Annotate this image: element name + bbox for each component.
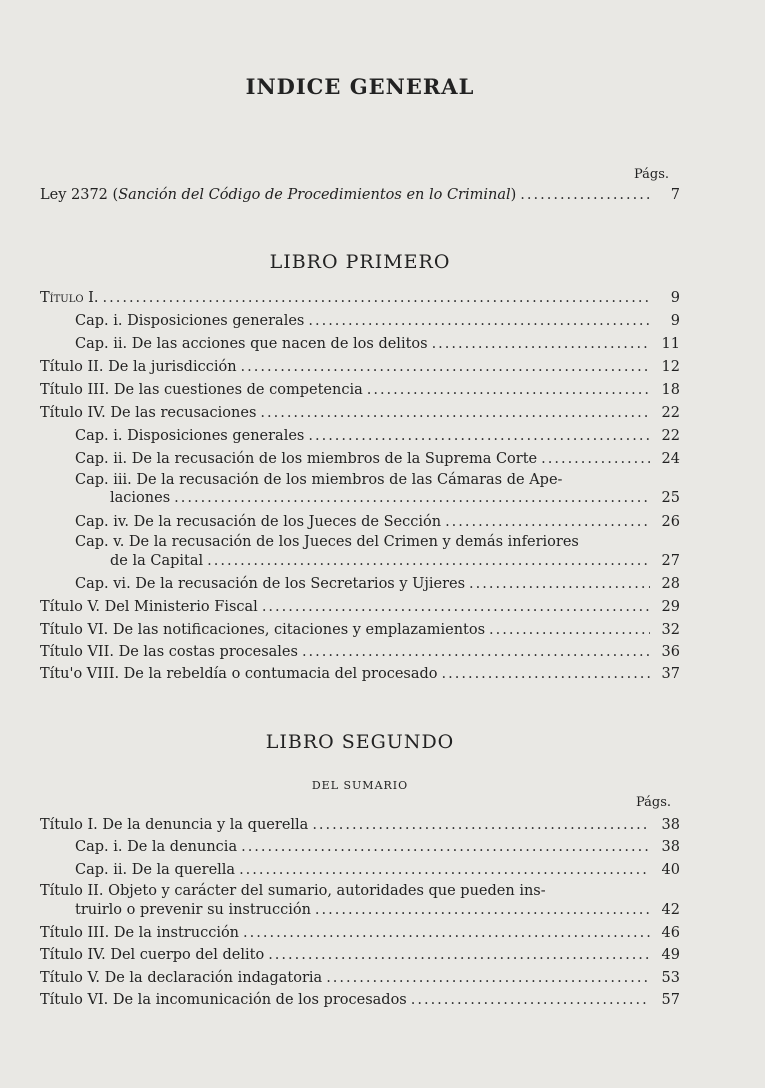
toc-entry: laciones ..... 25: [110, 489, 680, 507]
toc-entry: Título III. De la instrucción ..... 46: [40, 924, 680, 942]
toc-entry: Títu'o VIII. De la rebeldía o contumacia del procesado ..... 37: [40, 665, 680, 683]
toc-entry: Cap. iv. De la recusación de los Jueces de Sección ..... 26: [75, 513, 680, 531]
toc-entry: Título II. De la jurisdicción ..... 12: [40, 358, 680, 376]
toc-entry: Cap. i. Disposiciones generales ..... 9: [75, 312, 680, 330]
toc-entry: Título VII. De las costas procesales ..... 36: [40, 643, 680, 661]
entry-label: Ley 2372 (Sanción del Código de Procedimientos en lo Criminal): [40, 187, 517, 203]
toc-entry: Cap. i. De la denuncia ..... 38: [75, 838, 680, 856]
libro-segundo-heading: LIBRO SEGUNDO: [265, 731, 455, 753]
pages-column-header: Págs.: [636, 795, 672, 810]
toc-entry-continued: Cap. v. De la recusación de los Jueces del Crimen y demás inferiores: [75, 534, 579, 550]
toc-entry: Cap. vi. De la recusación de los Secretarios y Ujieres ..... 28: [75, 575, 680, 593]
toc-entry-ley: [40, 186, 680, 204]
toc-entry: de la Capital ..... 27: [110, 552, 680, 570]
toc-entry: Título V. Del Ministerio Fiscal ..... 29: [40, 598, 680, 616]
toc-entry: Título IV. Del cuerpo del delito ..... 49: [40, 946, 680, 964]
toc-entry: Cap. ii. De la querella ..... 40: [75, 861, 680, 879]
toc-entry-continued: Título II. Objeto y carácter del sumario, autoridades que pueden ins-: [40, 883, 546, 899]
toc-entry: Título VI. De la incomunicación de los procesados ..... 57: [40, 991, 680, 1009]
page-title: INDICE GENERAL: [245, 74, 475, 99]
toc-entry: Título III. De las cuestiones de competencia ..... 18: [40, 381, 680, 399]
toc-entry: Cap. ii. De las acciones que nacen de los delitos ..... 11: [75, 335, 680, 353]
pages-column-header: Págs.: [634, 167, 670, 182]
toc-entry: Cap. i. Disposiciones generales ..... 22: [75, 427, 680, 445]
toc-entry: truirlo o prevenir su instrucción ..... 42: [75, 901, 680, 919]
libro-segundo-subtitle: DEL SUMARIO: [311, 779, 409, 792]
libro-primero-heading: LIBRO PRIMERO: [269, 251, 451, 273]
leader-dots: [520, 186, 650, 204]
entry-page: 7: [670, 187, 680, 203]
toc-entry: Cap. ii. De la recusación de los miembros de la Suprema Corte ..... 24: [75, 450, 680, 468]
toc-entry: Título VI. De las notificaciones, citaciones y emplazamientos ..... 32: [40, 621, 680, 639]
toc-entry: Título IV. De las recusaciones ..... 22: [40, 404, 680, 422]
toc-entry-continued: Cap. iii. De la recusación de los miembros de las Cámaras de Ape-: [75, 472, 563, 488]
toc-entry: Título V. De la declaración indagatoria ..... 53: [40, 969, 680, 987]
toc-entry: Título I. De la denuncia y la querella ..... 38: [40, 816, 680, 834]
toc-entry: Título I. ..... 9: [40, 289, 680, 307]
